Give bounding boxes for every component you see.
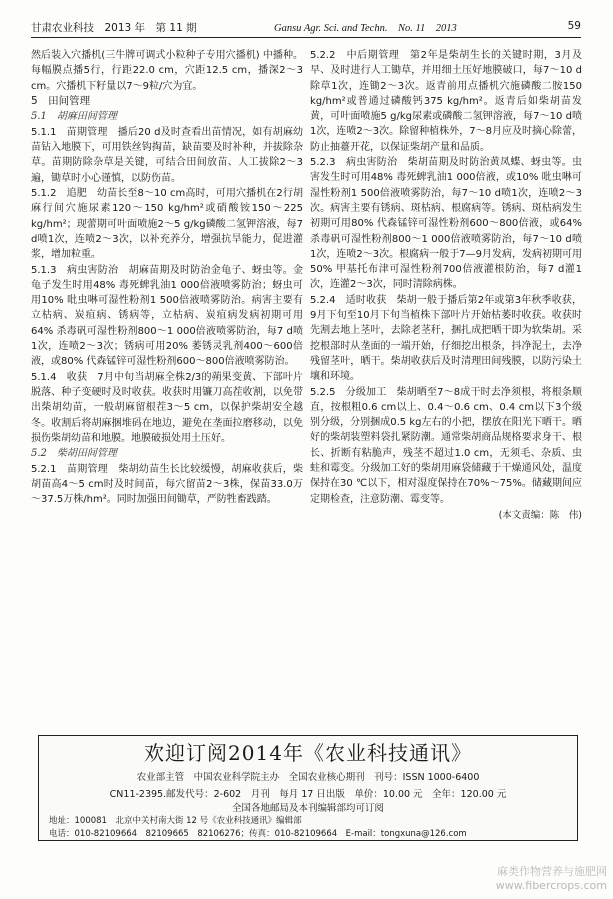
section-5-2-3: 5.2.3 病虫害防治 柴胡苗期及时防治黄凤蝶、蚜虫等。虫害发生时可用48% 毒死蜱乳油1 000倍液，或10% 吡虫啉可湿性粉剂1 500倍液喷雾防治，每7～10 d喷1次，连喷2～3次。病害主要有锈病、斑枯病、根腐病等。锈病、斑枯病发生初期可用80% 代森锰锌可湿性粉剂600～800倍液，或64% 杀毒矾可湿性粉剂800～1 000倍液喷雾防治，每7～10 d喷1次，连喷2～3次。根腐病一般于7—9月发病，发病初期可用50% 甲基托布津可湿性粉剂700倍液灌根防治，每7 d灌1次，连灌2～3次，同时清除病株。 bbox=[310, 157, 582, 291]
banner-title: 欢迎订阅2014年《农业科技通讯》 bbox=[144, 741, 472, 765]
page-header bbox=[31, 16, 581, 40]
sowing-paragraph: 然后装入穴播机(三牛牌可调式小粒种子专用穴播机) 中播种。每幅膜点播5行，行距22.0 cm，穴距12.5 cm，播深2～3 cm。穴播机下籽量以7～9粒/穴为宜。 bbox=[31, 50, 303, 92]
section-5-2-heading: 5.2 柴胡田间管理 bbox=[31, 448, 117, 460]
section-5-2-2: 5.2.2 中后期管理 第2年是柴胡生长的关键时期，3月及早、及时进行人工锄草，并用细土压好地膜破口，每7～10 d除草1次，连锄2～3次。返青前用点播机穴施磷酸二胺150 kg/hm²或普通过磷酸钙375 kg/hm²。返青后如柴胡苗发黄，可叶面喷施5 g/kg尿素或磷酸二氢钾溶液，每7～10 d喷1次，连喷2～3次。除留种植株外，7～8月应及时摘心除蕾，防止抽薹开花，以保证柴胡产量和品质。 bbox=[310, 50, 582, 153]
section-5-1-2: 5.1.2 追肥 幼苗长至8～10 cm高时，可用穴播机在2行胡麻行间穴施尿素120～150 kg/hm²或硝酸铵150～225 kg/hm²；现蕾期可叶面喷施2～5 g/kg磷酸二氢钾溶液，每7 d喷1次，连喷2～3次，以补充养分，增强抗旱能力，促进灌浆，增加粒重。 bbox=[31, 188, 303, 261]
section-5-heading: 5 田间管理 bbox=[31, 94, 91, 107]
journal-title-cn: 甘肃农业科技 2013 年 第 11 期 bbox=[31, 22, 197, 34]
subscription-banner bbox=[38, 735, 578, 841]
section-5-2-5: 5.2.5 分级加工 柴胡晒至7～8成干时去净须根，将根条顺直，按根粗0.6 cm以上、0.4～0.6 cm、0.4 cm以下3个级别分级，分别捆成0.5 kg左右的小把，摆放在阳光下晒干。晒好的柴胡装塑料袋扎紧防潮。通常柴胡商品规格要求身干、根长、折断有粘脆声，残茎不超过1.0 cm，无须毛、杂质、虫蛀和霉变。分级加工好的柴胡用麻袋储藏于干燥通风处，温度保持在30 ℃以下，相对湿度保持在70%～75%。储藏期间应定期检查，注意防潮、霉变等。 bbox=[310, 386, 582, 505]
section-5-1-3: 5.1.3 病虫害防治 胡麻苗期及时防治金龟子、蚜虫等。金龟子发生时用48% 毒死蜱乳油1 000倍液喷雾防治；蚜虫可用10% 吡虫啉可湿性粉剂1 500倍液喷雾防治。病害主要有立枯病、炭疽病、锈病等，立枯病、炭疽病发病初期可用64% 杀毒矾可湿性粉剂800～1 000倍液喷雾防治，每7 d喷1次，连喷2～3次；锈病可用20% 萎锈灵乳剂400～600倍液，或80% 代森锰锌可湿性粉剂600～800倍液喷雾防治。 bbox=[31, 264, 303, 368]
editor-note: (本文责编：陈 伟) bbox=[498, 509, 582, 521]
section-5-1-1: 5.1.1 苗期管理 播后20 d及时查看出苗情况，如有胡麻幼苗钻入地膜下，可用铁丝钩掏苗，缺苗要及时补种，并拔除杂草。苗期防除杂草是关键，可结合田间放苗、人工拔除2～3遍，锄草时小心谨慎，以防伤苗。 bbox=[31, 126, 303, 184]
journal-title-en: Gansu Agr. Sci. and Techn. No. 11 2013 bbox=[274, 23, 457, 34]
header-rule bbox=[31, 37, 581, 38]
page-number: 59 bbox=[567, 20, 581, 32]
left-column bbox=[31, 48, 303, 508]
section-5-1-4: 5.1.4 收获 7月中旬当胡麻全株2/3的蒴果变黄、下部叶片脱落、种子变硬时及时收获。收获时用镰刀高茬收割，以免带出柴胡幼苗，一般胡麻留根茬3～5 cm，以保护柴胡安全越冬。收割后将胡麻捆堆码在地边，避免在垄面拉磨移动，以免损伤柴胡幼苗和地膜。地膜破损处用土压好。 bbox=[31, 371, 303, 444]
watermark-url: www.fibercrops.com bbox=[495, 879, 607, 892]
banner-price-line: CN11-2395.邮发代号：2-602 月刊 每月 17 日出版 单价：10.00 元 全年：120.00 元 bbox=[109, 789, 507, 800]
banner-subscribe-line: 全国各地邮局及本刊编辑部均可订阅 bbox=[231, 803, 384, 814]
banner-contact: 电话：010-82109664 82109665 82106276；传真：010-82109664 E-mail：tongxuna@126.com bbox=[49, 829, 467, 839]
watermark-name: 麻类作物营养与施肥网 bbox=[497, 865, 607, 878]
right-column bbox=[310, 48, 582, 523]
banner-publisher-line: 农业部主管 中国农业科学院主办 全国农业核心期刊 刊号：ISSN 1000-6400 bbox=[136, 772, 480, 783]
section-5-1-heading: 5.1 胡麻田间管理 bbox=[31, 111, 117, 123]
site-watermark bbox=[496, 865, 607, 893]
section-5-2-1: 5.2.1 苗期管理 柴胡幼苗生长比较缓慢，胡麻收获后，柴胡苗高4～5 cm时及时间苗，每穴留苗2～3株，保苗33.0万～37.5万株/hm²。同时加强田间锄草，严防牲畜践踏。 bbox=[31, 463, 303, 506]
section-5-2-4: 5.2.4 适时收获 柴胡一般于播后第2年或第3年秋季收获，9月下旬至10月下旬当植株下部叶片开始枯萎时收获。收获时先割去地上茎叶，去除老茎秆，捆扎成把晒干即为软柴胡。采挖根部时从垄面的一端开始，仔细挖出根条，抖净泥土，去净残留茎叶，晒干。柴胡收获后及时清理田间残膜，以防污染土壤和环境。 bbox=[310, 294, 582, 383]
banner-address: 地址：100081 北京中关村南大街 12 号《农业科技通讯》编辑部 bbox=[49, 816, 302, 826]
